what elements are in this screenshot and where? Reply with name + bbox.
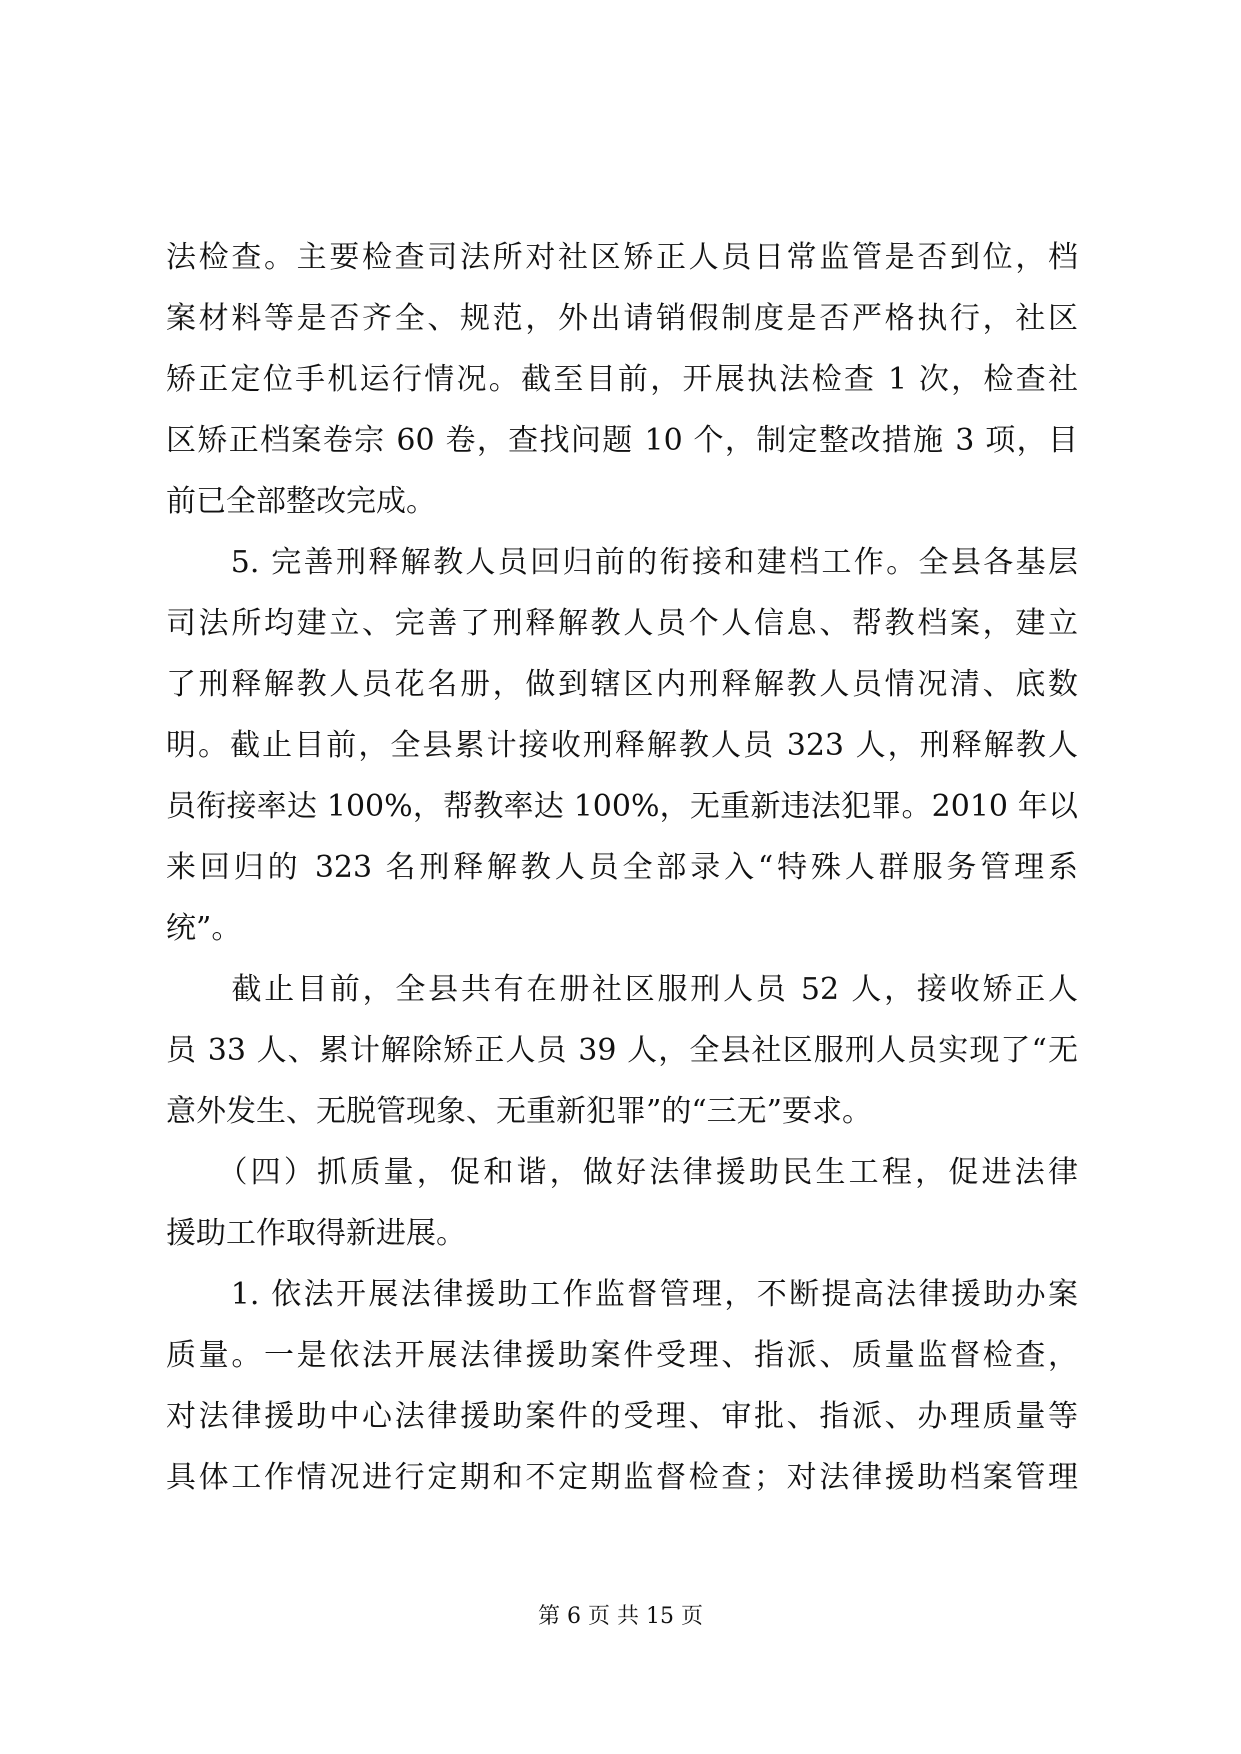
body-text-line: 来回归的 323 名刑释解教人员全部录入“特殊人群服务管理系 <box>166 850 1078 885</box>
body-text-line: 1. 依法开展法律援助工作监督管理，不断提高法律援助办案 <box>166 1277 1078 1312</box>
body-text-line: 了刑释解教人员花名册，做到辖区内刑释解教人员情况清、底数 <box>166 667 1078 702</box>
body-text-line: 援助工作取得新进展。 <box>166 1216 466 1251</box>
body-text-line: 矫正定位手机运行情况。截至目前，开展执法检查 1 次，检查社 <box>166 362 1078 397</box>
body-text-line: 员 33 人、累计解除矫正人员 39 人，全县社区服刑人员实现了“无 <box>166 1033 1078 1068</box>
body-text-line: 前已全部整改完成。 <box>166 484 436 519</box>
body-text-line: 对法律援助中心法律援助案件的受理、审批、指派、办理质量等 <box>166 1399 1078 1434</box>
body-text-line: 员衔接率达 100%，帮教率达 100%，无重新违法犯罪。2010 年以 <box>166 789 1078 824</box>
body-text-line: 明。截止目前，全县累计接收刑释解教人员 323 人，刑释解教人 <box>166 728 1078 763</box>
body-text-line: 具体工作情况进行定期和不定期监督检查；对法律援助档案管理 <box>166 1460 1078 1495</box>
body-text-line: 截止目前，全县共有在册社区服刑人员 52 人，接收矫正人 <box>166 972 1078 1007</box>
body-text-line: 意外发生、无脱管现象、无重新犯罪”的“三无”要求。 <box>166 1094 873 1129</box>
body-text-line: 法检查。主要检查司法所对社区矫正人员日常监管是否到位，档 <box>166 240 1078 275</box>
page-number-footer: 第 6 页 共 15 页 <box>538 1604 703 1629</box>
body-text-line: 案材料等是否齐全、规范，外出请销假制度是否严格执行，社区 <box>166 301 1078 336</box>
body-text-line: 质量。一是依法开展法律援助案件受理、指派、质量监督检查， <box>166 1338 1078 1373</box>
body-text-line: 区矫正档案卷宗 60 卷，查找问题 10 个，制定整改措施 3 项，目 <box>166 423 1078 458</box>
body-text-line: 司法所均建立、完善了刑释解教人员个人信息、帮教档案，建立 <box>166 606 1078 641</box>
document-body <box>166 227 1078 1508</box>
body-text-line: 5. 完善刑释解教人员回归前的衔接和建档工作。全县各基层 <box>166 545 1078 580</box>
body-text-line: （四）抓质量，促和谐，做好法律援助民生工程，促进法律 <box>166 1155 1078 1190</box>
body-text-line: 统”。 <box>166 911 242 946</box>
